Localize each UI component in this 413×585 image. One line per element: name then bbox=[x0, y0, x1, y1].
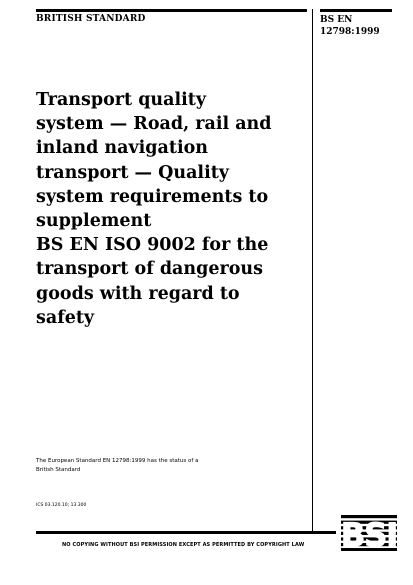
document-title bbox=[36, 88, 304, 330]
title-line: transport — Quality bbox=[36, 162, 229, 183]
status-note bbox=[36, 457, 286, 474]
standard-code bbox=[320, 14, 400, 38]
standard-code-line-2: 12798:1999 bbox=[320, 27, 380, 37]
footer-rule bbox=[36, 531, 336, 534]
title-line: goods with regard to bbox=[36, 283, 240, 304]
title-line: safety bbox=[36, 307, 95, 328]
header-rule-right bbox=[320, 9, 392, 12]
bsi-logo-icon bbox=[341, 515, 397, 551]
title-line: system requirements to bbox=[36, 186, 269, 207]
title-line: inland navigation bbox=[36, 138, 208, 159]
status-note-line-2: British Standard bbox=[36, 466, 81, 473]
bsi-logo-letters: BSI bbox=[341, 516, 397, 551]
title-line: Transport quality bbox=[36, 90, 207, 110]
standard-code-line-1: BS EN bbox=[320, 15, 353, 25]
title-line: transport of dangerous bbox=[36, 259, 263, 280]
title-line: system — Road, rail and bbox=[36, 114, 272, 135]
publisher-label: BRITISH STANDARD bbox=[36, 14, 146, 24]
header-rule-left bbox=[36, 9, 307, 12]
status-note-line-1: The European Standard EN 12798:1999 has the status of a bbox=[36, 458, 199, 464]
title-line: BS EN ISO 9002 for the bbox=[36, 235, 269, 256]
title-line: supplement bbox=[36, 211, 152, 232]
copyright-notice: NO COPYING WITHOUT BSI PERMISSION EXCEPT AS PERMITTED BY COPYRIGHT LAW bbox=[62, 542, 305, 548]
ics-code: ICS 03.120.10; 13.300 bbox=[36, 503, 87, 508]
vertical-rule bbox=[312, 9, 313, 531]
